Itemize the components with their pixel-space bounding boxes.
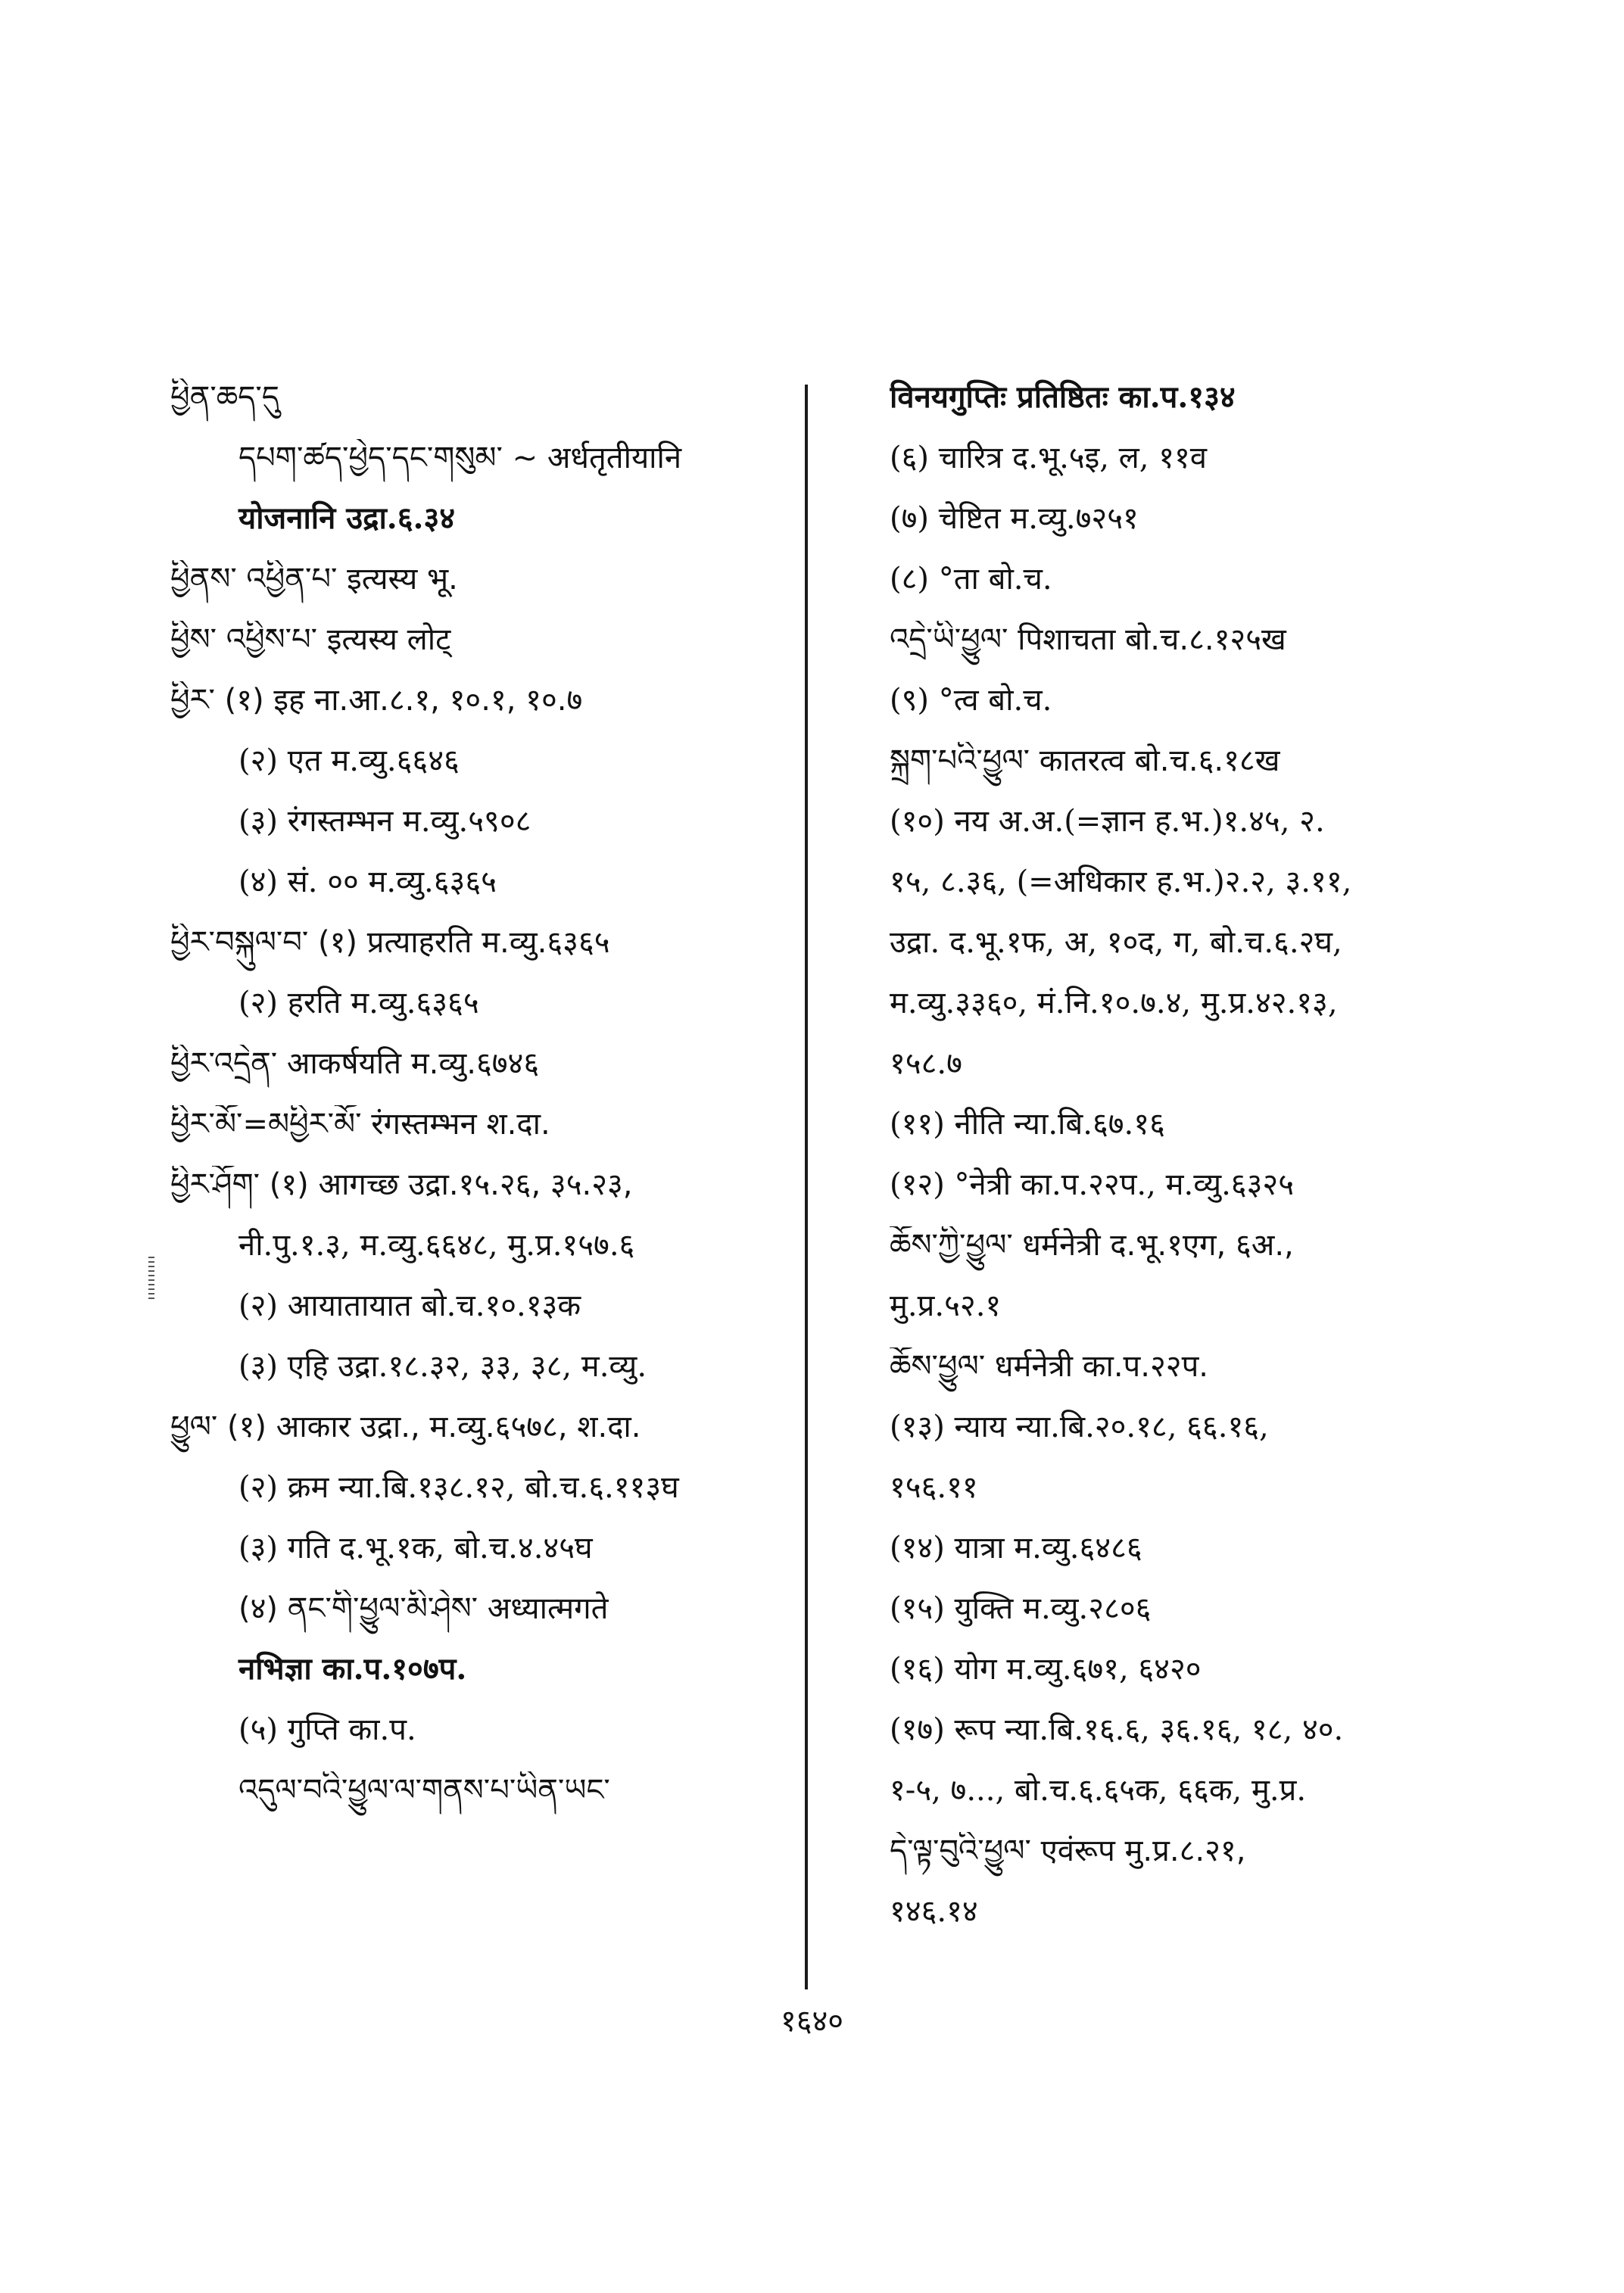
entry-line: འདུལ་བའི་ཕྱུལ་ལ་གནས་པ་ཡིན་ཡང་ (238, 1773, 610, 1808)
entry-line: (४) सं. ०० म.व्यु.६३६५ (238, 865, 497, 899)
entry-line: (३) एहि उद्रा.१८.३२, ३३, ३८, म.व्यु. (238, 1349, 647, 1384)
entry-line: དཔག་ཚད་ཕྱེད་དང་གསུམ་ ~ अर्धतृतीयानि (238, 441, 682, 475)
entry-line: (३) रंगस्तम्भन म.व्यु.५९०८ (238, 804, 531, 839)
entry-line: १-५, ७..., बो.च.६.६५क, ६६क, मु.प्र. (890, 1773, 1307, 1808)
entry-line: १५६.११ (890, 1470, 978, 1505)
entry-line: ཆོས་ཕྱུལ་ धर्मनेत्री का.प.२२प. (890, 1349, 1209, 1384)
entry-line: (२) हरति म.व्यु.६३६५ (238, 986, 479, 1020)
entry-line: ཕྱིར་མོ་=མཕྱིར་མོ་ रंगस्तम्भन श.दा. (170, 1107, 550, 1142)
entry-line: ཕྱིན་ཆད་དུ (170, 380, 279, 415)
entry-line: (२) क्रम न्या.बि.१३८.१२, बो.च.६.११३घ (238, 1470, 679, 1505)
entry-line: ཕྱིར་འདྲེན་ आकर्षयति म.व्यु.६७४६ (170, 1046, 540, 1081)
entry-line: ཆོས་ཀྱི་ཕྱུལ་ धर्मनेत्री द.भू.१एग, ६अ., (890, 1228, 1294, 1263)
entry-line: (१५) युक्ति म.व्यु.२८०६ (890, 1591, 1152, 1626)
entry-line: ཕྱིནས་ འཕྱིན་པ་ इत्यस्य भू. (170, 562, 458, 597)
entry-line: ཕྱིར་བསྐུལ་བ་ (१) प्रत्याहरति म.व्यु.६३६५ (170, 925, 610, 960)
entry-line: (९) °त्व बो.च. (890, 683, 1052, 718)
entry-line: ཕྱིས་ འཕྱིས་པ་ इत्यस्य लोट् (170, 622, 451, 657)
entry-line: (६) चारित्र द.भू.५इ, ल, ११व (890, 441, 1208, 475)
entry-line: मु.प्र.५२.१ (890, 1288, 1002, 1323)
entry-line: (१६) योग म.व्यु.६७१, ६४२० (890, 1652, 1202, 1687)
left-column (170, 379, 791, 1832)
entry-line: विनयगुप्तिः प्रतिष्ठितः का.प.१३४ (890, 379, 1236, 415)
entry-line: (११) नीति न्या.बि.६७.१६ (890, 1107, 1165, 1142)
entry-line: १४६.१४ (890, 1894, 978, 1929)
entry-line: (२) एत म.व्यु.६६४६ (238, 743, 460, 778)
entry-line: १५, ८.३६, (=अधिकार ह.भ.)२.२, ३.११, (890, 865, 1352, 899)
entry-line: म.व्यु.३३६०, मं.नि.१०.७.४, मु.प्र.४२.१३, (890, 986, 1338, 1020)
entry-line: (४) ནང་གི་ཕྱུལ་མི་ཤེས་ अध्यात्मगते (238, 1591, 609, 1626)
entry-line: योजनानि उद्रा.६.३४ (238, 500, 456, 536)
entry-line: (३) गति द.भू.१क, बो.च.४.४५घ (238, 1531, 593, 1566)
entry-line: སྐྲག་པའི་ཕྱུལ་ कातरत्व बो.च.६.१८ख (890, 743, 1280, 778)
entry-line: འདྲེ་ཡི་ཕྱུལ་ पिशाचता बो.च.८.१२५ख (890, 622, 1286, 657)
entry-line: ཕྱིར་ (१) इह ना.आ.८.१, १०.१, १०.७ (170, 683, 583, 718)
entry-line: (७) चेष्टित म.व्यु.७२५१ (890, 501, 1139, 536)
column-divider (805, 385, 808, 1989)
entry-line: उद्रा. द.भू.१फ, अ, १०द, ग, बो.च.६.२घ, (890, 925, 1342, 960)
entry-line: नी.पु.१.३, म.व्यु.६६४८, मु.प्र.१५७.६ (238, 1228, 635, 1263)
entry-line: (८) °ता बो.च. (890, 562, 1052, 597)
right-column (890, 379, 1465, 1953)
page-number: १६४० (780, 2004, 844, 2039)
entry-line: (१३) न्याय न्या.बि.२०.१८, ६६.१६, (890, 1410, 1269, 1444)
entry-line: (५) गुप्ति का.प. (238, 1712, 416, 1747)
entry-line: १५८.७ (890, 1046, 962, 1081)
entry-line: (२) आयातायात बो.च.१०.१३क (238, 1288, 581, 1323)
entry-line: (१२) °नेत्री का.प.२२प., म.व्यु.६३२५ (890, 1167, 1295, 1202)
entry-line: ཕྱིར་ཤོག་ (१) आगच्छ उद्रा.१५.२६, ३५.२३, (170, 1167, 633, 1202)
entry-line: དེ་ལྟ་བུའི་ཕྱུལ་ एवंरूप मु.प्र.८.२१, (890, 1833, 1246, 1868)
entry-line: (१४) यात्रा म.व्यु.६४८६ (890, 1531, 1142, 1566)
entry-line: नभिज्ञा का.प.१०७प. (238, 1651, 467, 1687)
entry-line: (१०) नय अ.अ.(=ज्ञान ह.भ.)१.४५, २. (890, 804, 1325, 839)
entry-line: ཕྱུལ་ (१) आकार उद्रा., म.व्यु.६५७८, श.दा. (170, 1410, 641, 1444)
entry-line: (१७) रूप न्या.बि.१६.६, ३६.१६, १८, ४०. (890, 1712, 1344, 1747)
margin-mark (148, 1257, 154, 1302)
